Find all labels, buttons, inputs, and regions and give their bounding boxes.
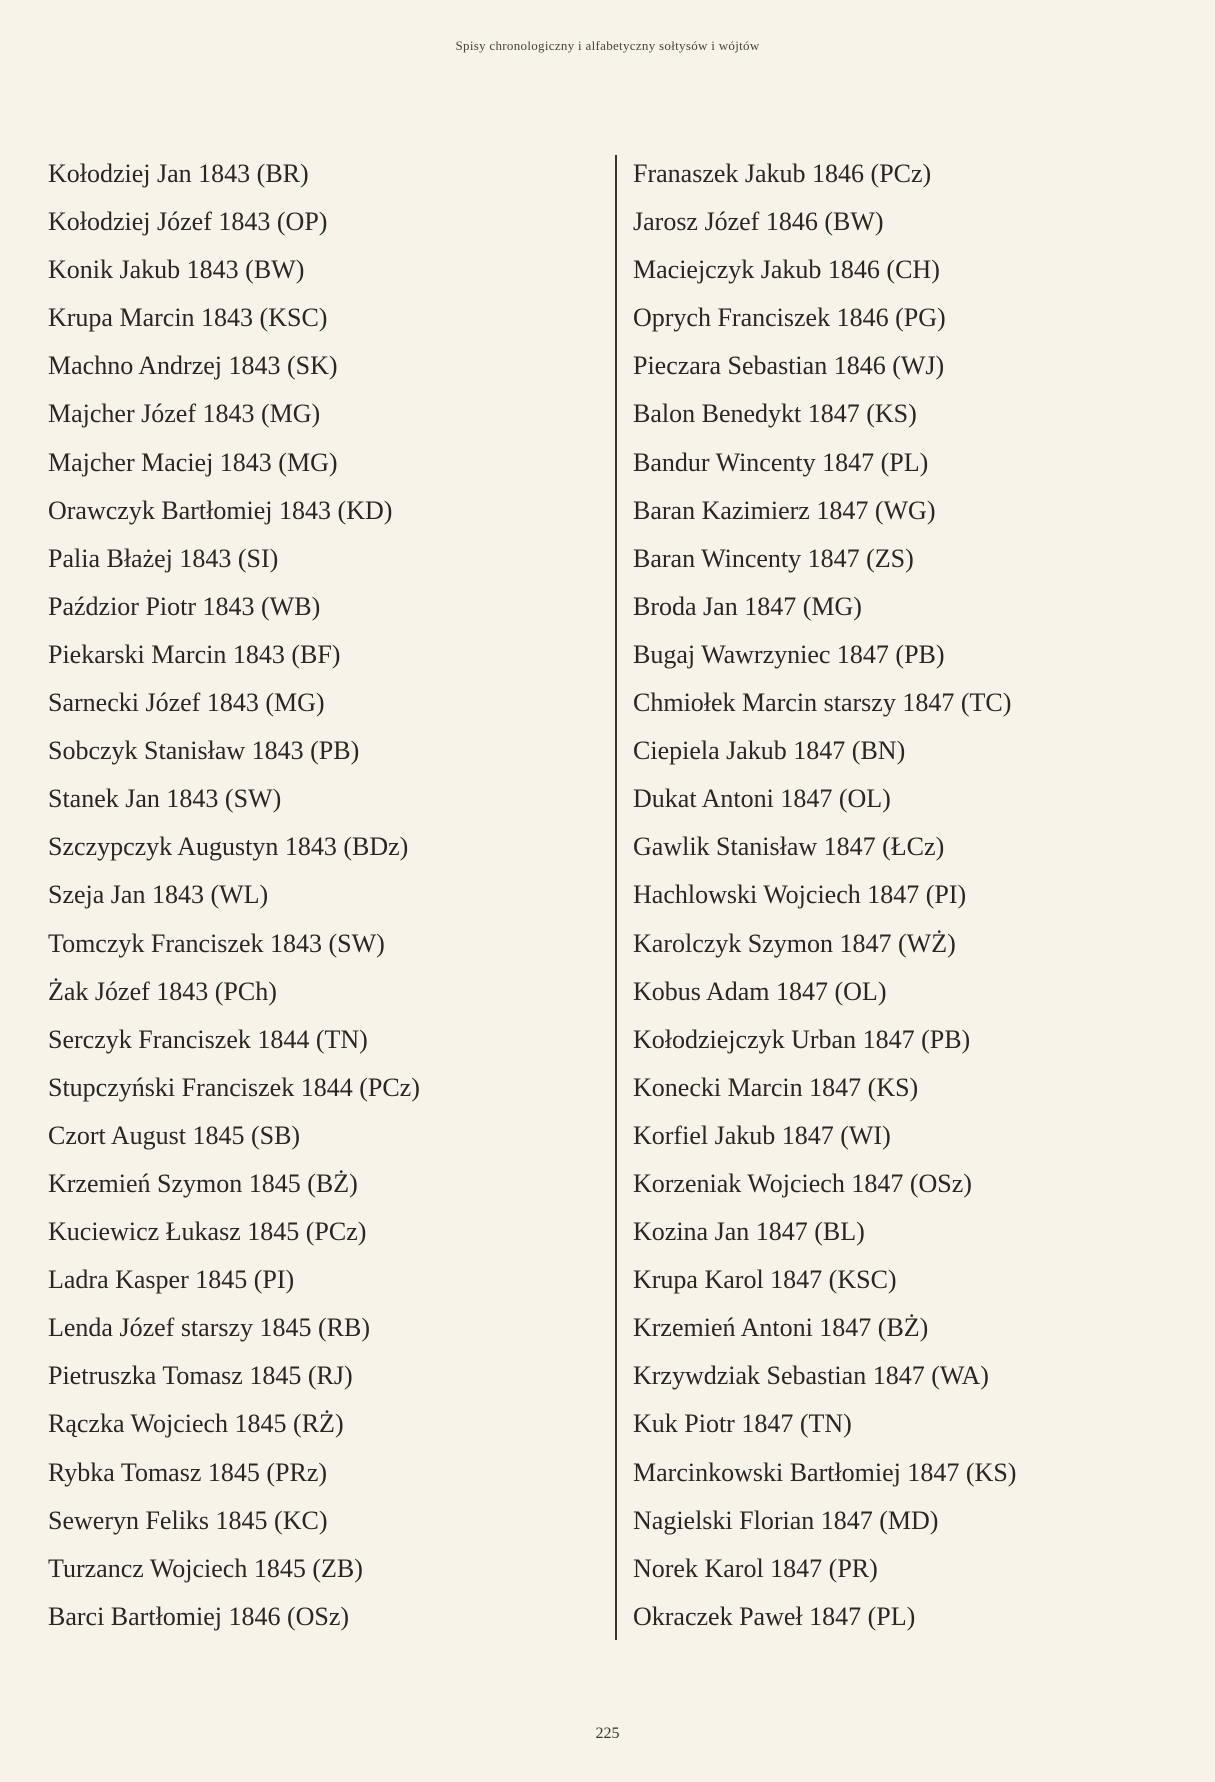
list-item: Jarosz Józef 1846 (BW) [633, 207, 884, 237]
list-item: Kuciewicz Łukasz 1845 (PCz) [48, 1217, 367, 1247]
page-number: 225 [595, 1725, 620, 1742]
list-item: Hachlowski Wojciech 1847 (PI) [633, 880, 967, 910]
list-item: Ciepiela Jakub 1847 (BN) [633, 736, 906, 766]
list-item: Szeja Jan 1843 (WL) [48, 880, 269, 910]
list-item: Czort August 1845 (SB) [48, 1120, 301, 1150]
list-item: Sarnecki Józef 1843 (MG) [48, 688, 325, 718]
list-item: Bandur Wincenty 1847 (PL) [633, 447, 929, 477]
list-item: Barci Bartłomiej 1846 (OSz) [48, 1601, 350, 1631]
list-item: Serczyk Franciszek 1844 (TN) [48, 1024, 368, 1054]
list-item: Krupa Marcin 1843 (KSC) [48, 303, 328, 333]
list-item: Pietruszka Tomasz 1845 (RJ) [48, 1361, 353, 1391]
running-title: Spisy chronologiczny i alfabetyczny sołtysów i wójtów [455, 38, 760, 53]
list-item: Krzemień Antoni 1847 (BŻ) [633, 1313, 929, 1343]
list-item: Konik Jakub 1843 (BW) [48, 255, 305, 285]
list-item: Chmiołek Marcin starszy 1847 (TC) [633, 688, 1012, 718]
list-item: Dukat Antoni 1847 (OL) [633, 784, 891, 814]
list-item: Lenda Józef starszy 1845 (RB) [48, 1313, 371, 1343]
list-item: Tomczyk Franciszek 1843 (SW) [48, 928, 385, 958]
list-item: Kobus Adam 1847 (OL) [633, 976, 887, 1006]
list-item: Kołodziej Józef 1843 (OP) [48, 207, 328, 237]
column-divider [615, 155, 617, 1640]
list-item: Balon Benedykt 1847 (KS) [633, 399, 917, 429]
list-item: Norek Karol 1847 (PR) [633, 1553, 878, 1583]
list-item: Maciejczyk Jakub 1846 (CH) [633, 255, 940, 285]
list-item: Pieczara Sebastian 1846 (WJ) [633, 351, 945, 381]
list-item: Franaszek Jakub 1846 (PCz) [633, 159, 932, 188]
list-item: Kuk Piotr 1847 (TN) [633, 1409, 852, 1439]
entry-list-right [633, 150, 1193, 1641]
list-item: Majcher Józef 1843 (MG) [48, 399, 321, 429]
list-item: Okraczek Paweł 1847 (PL) [633, 1601, 916, 1631]
list-item: Krupa Karol 1847 (KSC) [633, 1265, 897, 1295]
list-item: Korzeniak Wojciech 1847 (OSz) [633, 1168, 972, 1198]
list-item: Orawczyk Bartłomiej 1843 (KD) [48, 495, 393, 525]
list-item: Rączka Wojciech 1845 (RŻ) [48, 1409, 344, 1439]
list-item: Rybka Tomasz 1845 (PRz) [48, 1457, 328, 1487]
list-item: Majcher Maciej 1843 (MG) [48, 447, 338, 477]
list-item: Machno Andrzej 1843 (SK) [48, 351, 338, 381]
list-item: Broda Jan 1847 (MG) [633, 591, 862, 621]
list-item: Oprych Franciszek 1846 (PG) [633, 303, 946, 333]
list-item: Piekarski Marcin 1843 (BF) [48, 639, 341, 669]
list-item: Szczypczyk Augustyn 1843 (BDz) [48, 832, 409, 862]
list-item: Bugaj Wawrzyniec 1847 (PB) [633, 639, 945, 669]
list-item: Nagielski Florian 1847 (MD) [633, 1505, 939, 1535]
list-item: Baran Wincenty 1847 (ZS) [633, 543, 914, 573]
list-item: Kołodziejczyk Urban 1847 (PB) [633, 1024, 971, 1054]
list-item: Gawlik Stanisław 1847 (ŁCz) [633, 832, 945, 862]
list-item: Turzancz Wojciech 1845 (ZB) [48, 1553, 363, 1583]
list-item: Żak Józef 1843 (PCh) [48, 976, 277, 1006]
list-item: Stupczyński Franciszek 1844 (PCz) [48, 1072, 420, 1102]
entry-list-left [48, 150, 608, 1641]
list-item: Karolczyk Szymon 1847 (WŻ) [633, 928, 956, 958]
list-item: Korfiel Jakub 1847 (WI) [633, 1120, 891, 1150]
list-item: Ladra Kasper 1845 (PI) [48, 1265, 295, 1295]
list-item: Krzemień Szymon 1845 (BŻ) [48, 1168, 358, 1198]
list-item: Kozina Jan 1847 (BL) [633, 1217, 865, 1247]
list-item: Paździor Piotr 1843 (WB) [48, 591, 321, 621]
list-item: Palia Błażej 1843 (SI) [48, 543, 279, 573]
list-item: Marcinkowski Bartłomiej 1847 (KS) [633, 1457, 1017, 1487]
list-item: Sobczyk Stanisław 1843 (PB) [48, 736, 360, 766]
list-item: Seweryn Feliks 1845 (KC) [48, 1505, 328, 1535]
list-item: Konecki Marcin 1847 (KS) [633, 1072, 919, 1102]
list-item: Kołodziej Jan 1843 (BR) [48, 159, 309, 188]
list-item: Krzywdziak Sebastian 1847 (WA) [633, 1361, 989, 1391]
list-item: Stanek Jan 1843 (SW) [48, 784, 282, 814]
list-item: Baran Kazimierz 1847 (WG) [633, 495, 936, 525]
